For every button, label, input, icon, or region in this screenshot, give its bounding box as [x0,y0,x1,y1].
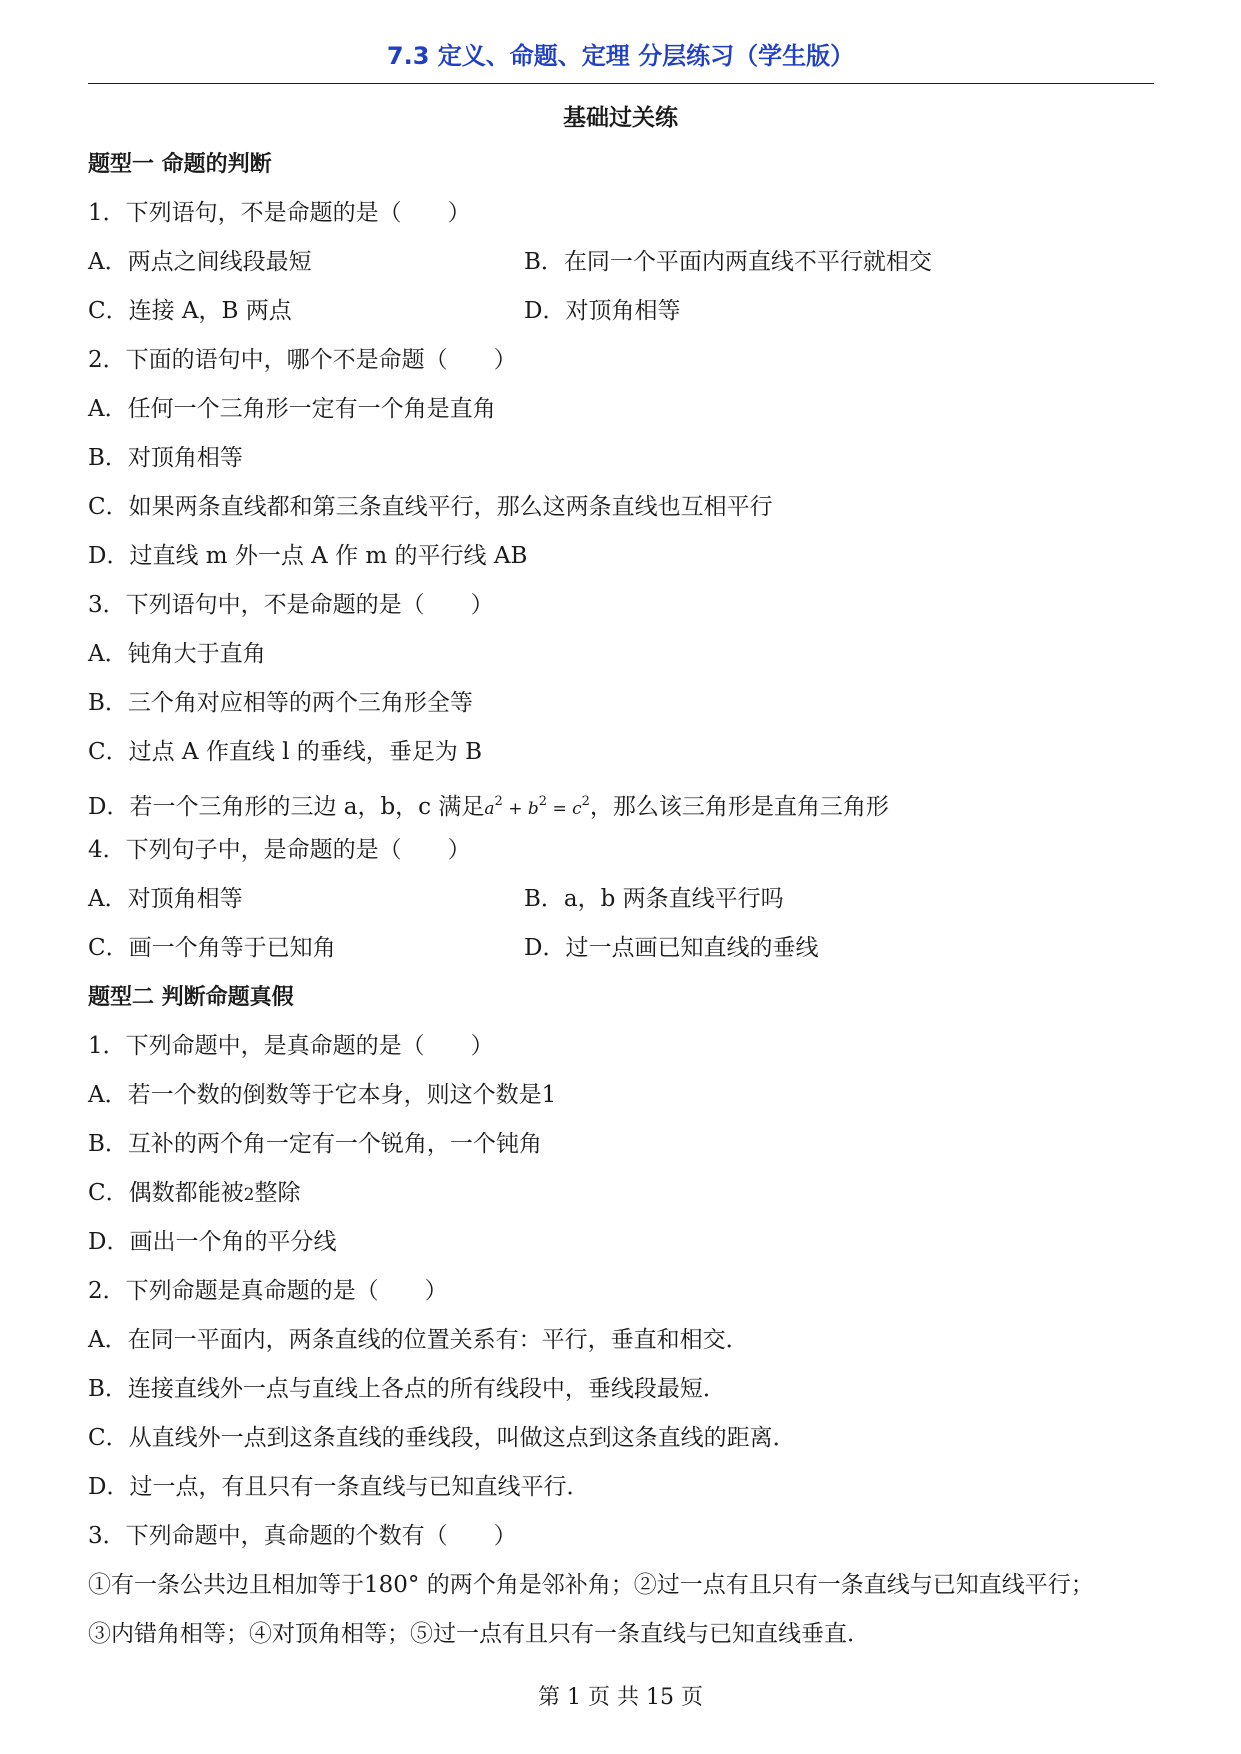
option-b: B．三个角对应相等的两个三角形全等 [88,690,473,716]
option-a: A．若一个数的倒数等于它本身，则这个数是1 [88,1082,557,1108]
option-d [88,777,1168,826]
question-stem: 2．下面的语句中，哪个不是命题（ ） [88,347,517,373]
option-c: C．过点 A 作直线 l 的垂线，垂足为 B [88,739,483,765]
option-c-suffix: 整除 [254,1180,301,1206]
option-b: B．对顶角相等 [88,445,243,471]
option-c-number: 2 [243,1185,255,1205]
option-c [88,1169,1168,1218]
option-d-suffix: ，那么该三角形是直角三角形 [589,794,889,820]
page-footer: 第 1 页 共 15 页 [538,1685,703,1710]
option-row [88,238,1168,287]
option-b: B．互补的两个角一定有一个锐角，一个钝角 [88,1131,542,1157]
formula-eq: = [547,799,573,819]
formula-b: b [527,799,539,819]
question-stem: 1．下列命题中，是真命题的是（ ） [88,1033,494,1059]
option-a: A．钝角大于直角 [88,641,266,667]
option-d: D．过直线 m 外一点 A 作 m 的平行线 AB [88,543,528,569]
option-c: C．如果两条直线都和第三条直线平行，那么这两条直线也互相平行 [88,494,773,520]
option-b: B．a，b 两条直线平行吗 [524,886,784,912]
option-c-prefix: C．偶数都能被 [88,1180,244,1206]
statement-line-2: ③内错角相等；④对顶角相等；⑤过一点有且只有一条直线与已知直线垂直． [88,1621,870,1647]
option-a: A．在同一平面内，两条直线的位置关系有：平行，垂直和相交． [88,1327,749,1353]
question-stem: 2．下列命题是真命题的是（ ） [88,1278,448,1304]
question-stem: 4．下列句子中，是命题的是（ ） [88,837,471,863]
type1-heading: 题型一 命题的判断 [88,152,272,177]
formula-exp: 2 [581,794,590,809]
option-a: A．任何一个三角形一定有一个角是直角 [88,396,496,422]
option-d: D．过一点，有且只有一条直线与已知直线平行． [88,1474,590,1500]
option-b: B．连接直线外一点与直线上各点的所有线段中，垂线段最短． [88,1376,726,1402]
formula-plus: + [502,799,528,819]
question-stem: 1．下列语句，不是命题的是（ ） [88,200,471,226]
question-stem: 3．下列语句中，不是命题的是（ ） [88,592,494,618]
formula [484,794,590,819]
option-c: C．连接 A，B 两点 [88,298,292,324]
option-row [88,875,1168,924]
option-d: D．画出一个角的平分线 [88,1229,337,1255]
option-d: D．对顶角相等 [524,298,681,324]
section-heading: 基础过关练 [563,105,678,131]
type2-heading: 题型二 判断命题真假 [88,985,294,1010]
option-row [88,287,1168,336]
formula-a: a [484,799,495,819]
option-c: C．画一个角等于已知角 [88,935,336,961]
option-d: D．过一点画已知直线的垂线 [524,935,819,961]
option-d-prefix: D．若一个三角形的三边 a，b，c 满足 [88,794,485,820]
statement-line-1: ①有一条公共边且相加等于180° 的两个角是邻补角；②过一点有且只有一条直线与已知直线平行； [88,1572,1094,1598]
formula-c: c [572,799,582,819]
option-row [88,924,1168,973]
option-a: A．两点之间线段最短 [88,249,312,275]
header-divider [88,83,1154,84]
document-title: 7.3 定义、命题、定理 分层练习（学生版） [386,42,855,70]
document-body [88,140,1168,1659]
formula-exp: 2 [494,794,503,809]
option-c: C．从直线外一点到这条直线的垂线段，叫做这点到这条直线的距离． [88,1425,796,1451]
formula-exp: 2 [538,794,548,809]
option-a: A．对顶角相等 [88,886,243,912]
option-b: B．在同一个平面内两直线不平行就相交 [524,249,932,275]
question-stem: 3．下列命题中，真命题的个数有（ ） [88,1523,517,1549]
